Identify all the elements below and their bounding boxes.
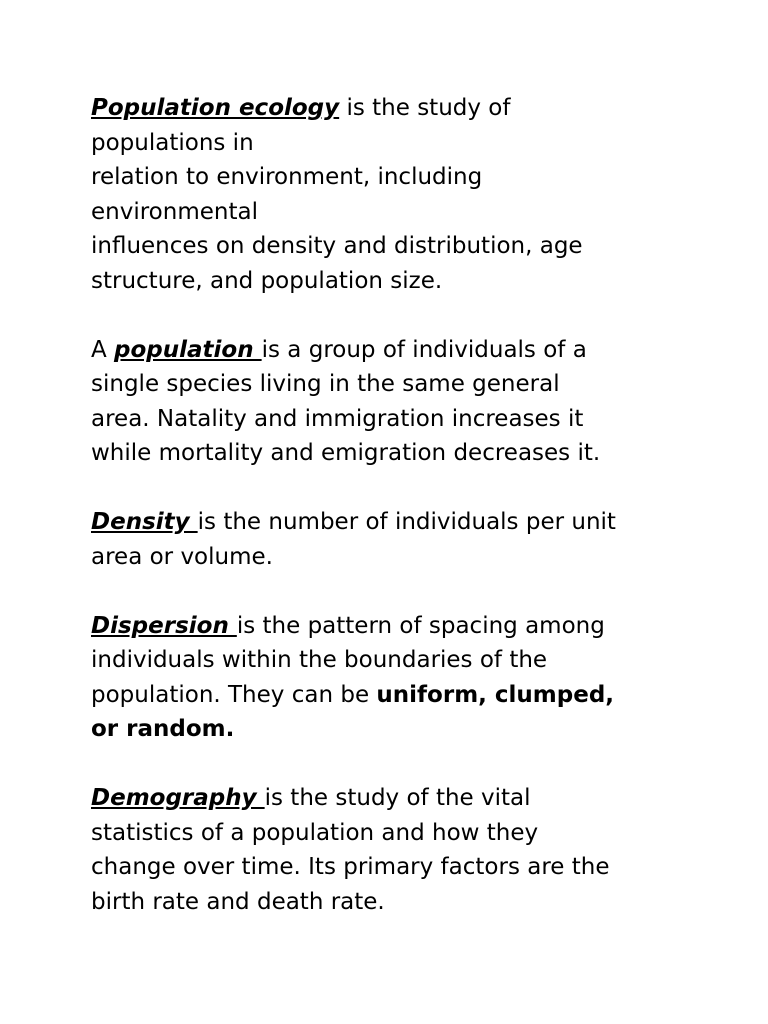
body-text: is a group of individuals of a <box>261 336 587 363</box>
text-line <box>91 160 708 195</box>
body-text: area. Natality and immigration increases it <box>91 405 584 432</box>
bold-text: or random. <box>91 716 235 742</box>
body-text: relation to environment, including <box>91 164 483 190</box>
body-text: change over time. Its primary factors are the <box>91 854 610 880</box>
body-text: is the number of individuals per unit <box>197 509 616 535</box>
text-line <box>91 367 708 402</box>
body-text: populations in <box>91 129 254 156</box>
text-line <box>91 229 708 264</box>
body-text: environmental <box>91 198 258 225</box>
text-line <box>91 643 708 678</box>
body-text: population. They can be <box>91 681 377 708</box>
text-line <box>91 678 708 713</box>
bold-text: uniform, clumped, <box>376 681 615 708</box>
text-line <box>91 402 708 437</box>
defined-term: Demography <box>91 785 265 811</box>
text-line <box>91 850 708 885</box>
body-text: area or volume. <box>91 543 273 570</box>
text-line <box>91 816 708 851</box>
body-text: statistics of a population and how they <box>91 819 539 846</box>
body-text: influences on density and distribution, age <box>91 233 583 259</box>
body-text: structure, and population size. <box>91 267 443 294</box>
defined-term: Dispersion <box>91 612 237 639</box>
body-text: is the study of the vital <box>264 785 531 811</box>
text-line <box>91 781 708 816</box>
text-line <box>91 126 708 161</box>
paragraph <box>91 333 708 471</box>
paragraph <box>91 91 708 298</box>
defined-term: Density <box>91 509 198 535</box>
body-text: single species living in the same general <box>91 371 560 397</box>
paragraph <box>91 781 708 919</box>
text-line <box>91 885 708 920</box>
body-text: individuals within the boundaries of the <box>91 647 548 673</box>
text-line <box>91 264 708 299</box>
paragraph <box>91 505 708 574</box>
paragraph <box>91 609 708 747</box>
body-text: is the study of <box>339 95 511 121</box>
text-line <box>91 333 708 368</box>
text-line <box>91 91 708 126</box>
body-text: is the pattern of spacing among <box>236 612 605 639</box>
defined-term: population <box>114 336 262 363</box>
body-text: while mortality and emigration decreases it. <box>91 440 601 466</box>
text-line <box>91 195 708 230</box>
text-line <box>91 609 708 644</box>
text-line <box>91 505 708 540</box>
body-text: birth rate and death rate. <box>91 888 385 915</box>
text-line <box>91 540 708 575</box>
body-text: A <box>91 336 115 363</box>
defined-term: Population ecology <box>91 95 340 121</box>
text-line <box>91 712 708 747</box>
text-line <box>91 436 708 471</box>
